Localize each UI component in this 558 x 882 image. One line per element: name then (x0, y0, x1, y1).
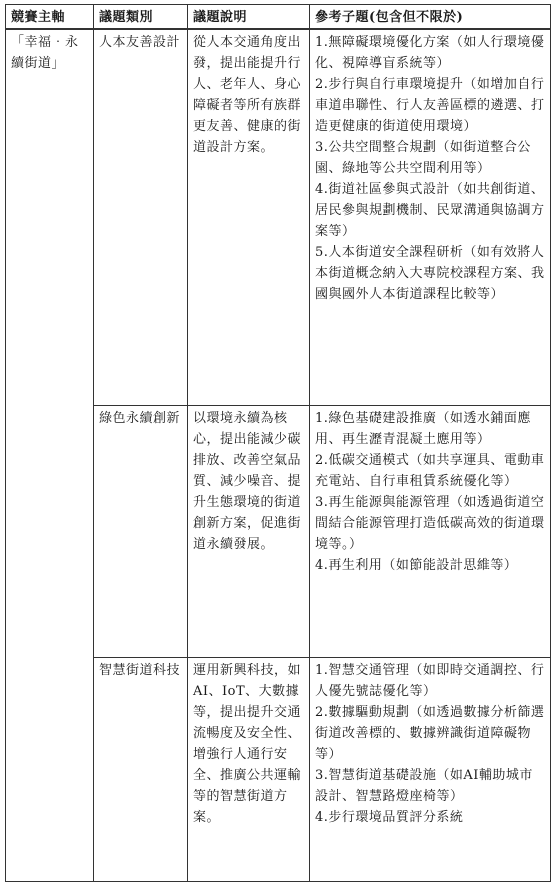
subtopics-cell (310, 657, 551, 881)
category-cell: 智慧街道科技 (94, 657, 188, 881)
table-row (6, 29, 551, 405)
subtopic-item: 3.公共空間整合規劃（如街道整合公園、綠地等公共空間利用等） (315, 140, 531, 176)
description-cell: 以環境永續為核心，提出能減少碳排放、改善空氣品質、減少噪音、提升生態環境的街道創新方案，促進街道永續發展。 (188, 405, 310, 657)
header-category: 議題類別 (94, 5, 188, 30)
subtopics-cell (310, 405, 551, 657)
theme-cell: 「幸福‧永續街道」 (6, 29, 94, 881)
competition-topics-table (5, 4, 551, 882)
subtopic-item: 1.綠色基礎建設推廣（如透水鋪面應用、再生瀝青混凝土應用等） (315, 410, 531, 447)
header-description: 議題說明 (188, 5, 310, 30)
table-header-row (6, 5, 551, 30)
subtopic-item: 4.步行環境品質評分系統 (315, 809, 464, 825)
subtopics-cell (310, 29, 551, 405)
subtopic-item: 2.數據驅動規劃（如透過數據分析篩選街道改善標的、數據辨識街道障礙物等） (315, 704, 545, 762)
subtopic-item: 3.再生能源與能源管理（如透過街道空間結合能源管理打造低碳高效的街道環境等。） (315, 494, 545, 552)
subtopic-item: 2.步行與自行車環境提升（如增加自行車道串聯性、行人友善區標的遴選、打造更健康的街道使用環境） (315, 77, 545, 134)
category-cell: 人本友善設計 (94, 29, 188, 405)
subtopic-item: 4.街道社區參與式設計（如共創街道、居民參與規劃機制、民眾溝通與協調方案等） (315, 182, 545, 239)
category-cell: 綠色永續創新 (94, 405, 188, 657)
description-cell: 運用新興科技，如AI、IoT、大數據等，提出提升交通流暢度及安全性、增強行人通行安全、推廣公共運輸等的智慧街道方案。 (188, 657, 310, 881)
description-cell: 從人本交通角度出發，提出能提升行人、老年人、身心障礙者等所有族群更友善、健康的街道設計方案。 (188, 29, 310, 405)
subtopic-item: 1.無障礙環境優化方案（如人行環境優化、視障導盲系統等） (315, 35, 545, 71)
subtopic-item: 1.智慧交通管理（如即時交通調控、行人優先號誌優化等） (315, 662, 545, 699)
subtopic-item: 5.人本街道安全課程研析（如有效將人本街道概念納入大專院校課程方案、我國與國外人本街道課程比較等） (315, 245, 545, 302)
subtopic-item: 4.再生利用（如節能設計思維等） (315, 557, 518, 573)
header-theme: 競賽主軸 (6, 5, 94, 30)
header-subtopics: 參考子題(包含但不限於) (310, 5, 551, 30)
subtopic-item: 3.智慧街道基礎設施（如AI輔助城市設計、智慧路燈座椅等） (315, 767, 533, 804)
subtopic-item: 2.低碳交通模式（如共享運具、電動車充電站、自行車租賃系統優化等） (315, 452, 545, 489)
